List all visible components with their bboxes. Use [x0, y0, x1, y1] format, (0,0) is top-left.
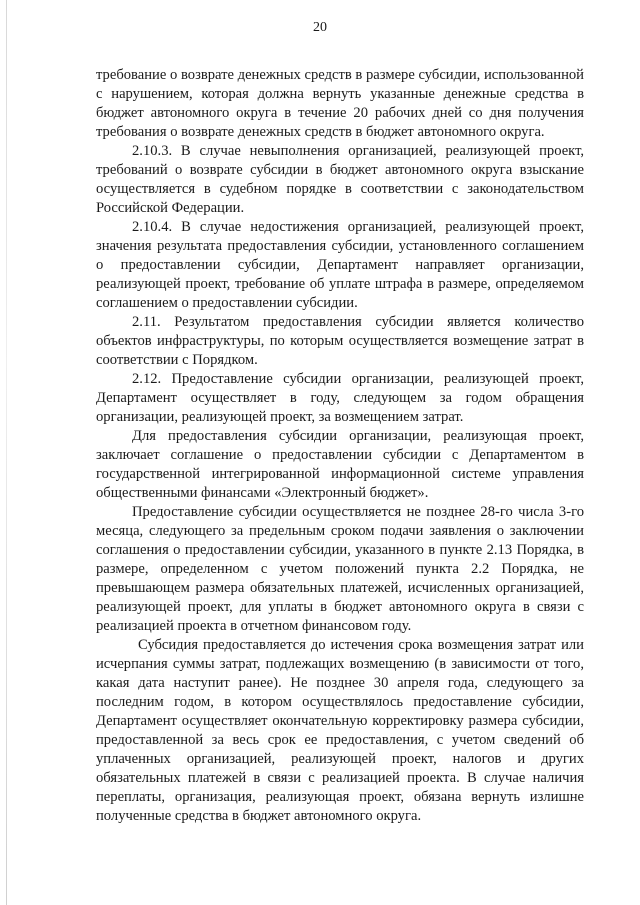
paragraph-final-adjustment: Субсидия предоставляется до истечения срока возмещения затрат или исчерпания суммы затрат, подлежащих возмещению (в зависимости от того, какая дата наступит ранее). Не позднее 30 апреля года, следующего за последним годом, в котором осуществлялось предоставление субсидии, Департамент осуществляет окончательную корректировку размера субсидии, предоставленной за весь срок ее предоставления, с учетом сведений об уплаченных организацией, реализующей проект, налогов и других обязательных платежей в связи с реализацией проекта. В случае наличия переплаты, организация, реализующая проект, обязана вернуть излишне полученные средства в бюджет автономного округа.	[96, 637, 584, 824]
paragraph-2-10-4: 2.10.4. В случае недостижения организацией, реализующей проект, значения результата предоставления субсидии, установленного соглашением о предоставлении субсидии, Департамент направляет организации, реализующей проект, требование об уплате штрафа в размере, определяемом соглашением о предоставлении субсидии.	[96, 219, 584, 311]
paragraph-continuation: требование о возврате денежных средств в размере субсидии, использованной с нарушением, которая должна вернуть указанные денежные средства в бюджет автономного округа в течение 20 рабочих дней со дня получения требования о возврате денежных средств в бюджет автономного округа.	[96, 67, 584, 140]
paragraph-agreement: Для предоставления субсидии организации, реализующая проект, заключает соглашение о предоставлении субсидии с Департаментом в государственной интегрированной информационной системе управления общественными финансами «Электронный бюджет».	[96, 428, 584, 501]
paragraph-2-12: 2.12. Предоставление субсидии организации, реализующей проект, Департамент осуществляет в году, следующем за годом обращения организации, реализующей проект, за возмещением затрат.	[96, 371, 584, 425]
document-body	[96, 66, 584, 826]
paragraph-2-11: 2.11. Результатом предоставления субсидии является количество объектов инфраструктуры, по которым осуществляется возмещение затрат в соответствии с Порядком.	[96, 314, 584, 368]
page-number: 20	[313, 20, 327, 35]
scan-edge	[6, 0, 7, 905]
paragraph-2-10-3: 2.10.3. В случае невыполнения организацией, реализующей проект, требований о возврате субсидии в бюджет автономного округа взыскание осуществляется в судебном порядке в соответствии с законодательством Российской Федерации.	[96, 143, 584, 216]
paragraph-payment-terms: Предоставление субсидии осуществляется не позднее 28-го числа 3-го месяца, следующего за предельным сроком подачи заявления о заключении соглашения о предоставлении субсидии, указанного в пункте 2.13 Порядка, в размере, определенном с учетом положений пункта 2.2 Порядка, не превышающем размера обязательных платежей, исчисленных организацией, реализующей проект, для уплаты в бюджет автономного округа в связи с реализацией проекта в отчетном финансовом году.	[96, 504, 584, 634]
